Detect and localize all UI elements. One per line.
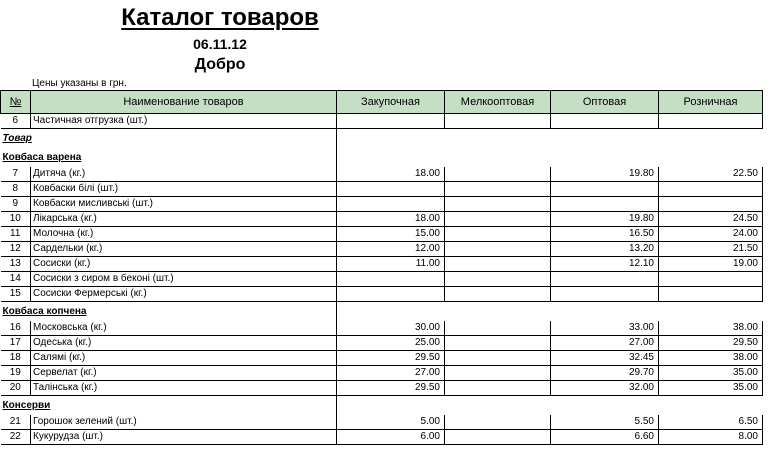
col-header-name: Наименование товаров xyxy=(31,91,337,114)
table-row xyxy=(1,366,763,381)
row-price-wholesale xyxy=(551,272,659,287)
row-price-retail xyxy=(659,182,763,197)
table-row xyxy=(1,415,763,430)
row-name: Частичная отгрузка (шт.) xyxy=(31,114,337,129)
row-price-retail xyxy=(659,287,763,302)
category-heading-row xyxy=(1,148,763,167)
row-price-wholesale xyxy=(551,182,659,197)
row-price-wholesale: 5.50 xyxy=(551,415,659,430)
row-price-purchase xyxy=(337,272,445,287)
row-price-purchase: 18.00 xyxy=(337,212,445,227)
row-price-wholesale: 16.50 xyxy=(551,227,659,242)
row-price-purchase: 12.00 xyxy=(337,242,445,257)
row-price-small-wholesale xyxy=(445,257,551,272)
table-row xyxy=(1,257,763,272)
row-name: Салямі (кг.) xyxy=(31,351,337,366)
row-name: Сардельки (кг.) xyxy=(31,242,337,257)
row-name: Сосиски Фермерські (кг.) xyxy=(31,287,337,302)
row-number: 10 xyxy=(1,212,31,227)
row-price-small-wholesale xyxy=(445,351,551,366)
table-row xyxy=(1,114,763,129)
row-price-small-wholesale xyxy=(445,287,551,302)
row-spacer xyxy=(337,396,763,416)
row-price-purchase: 15.00 xyxy=(337,227,445,242)
row-name: Дитяча (кг.) xyxy=(31,167,337,182)
col-header-retail: Розничная xyxy=(659,91,763,114)
row-price-purchase: 29.50 xyxy=(337,381,445,396)
row-price-retail: 35.00 xyxy=(659,366,763,381)
category-heading: Ковбаса копчена xyxy=(2,306,87,317)
row-price-wholesale: 29.70 xyxy=(551,366,659,381)
row-price-wholesale: 19.80 xyxy=(551,167,659,182)
company-name: Добро xyxy=(194,56,246,73)
row-price-purchase: 29.50 xyxy=(337,351,445,366)
category-heading-row xyxy=(1,302,763,322)
catalog-title: Каталог товаров xyxy=(121,4,319,31)
row-name: Одеська (кг.) xyxy=(31,336,337,351)
row-number: 6 xyxy=(1,114,31,129)
row-price-retail: 6.50 xyxy=(659,415,763,430)
row-name: Кукурудза (шт.) xyxy=(31,430,337,445)
row-number: 20 xyxy=(1,381,31,396)
row-name: Горошок зелений (шт.) xyxy=(31,415,337,430)
row-price-purchase: 25.00 xyxy=(337,336,445,351)
row-name: Ковбаски білі (шт.) xyxy=(31,182,337,197)
row-price-retail: 35.00 xyxy=(659,381,763,396)
row-name: Сервелат (кг.) xyxy=(31,366,337,381)
row-number: 22 xyxy=(1,430,31,445)
row-price-purchase: 18.00 xyxy=(337,167,445,182)
row-number: 14 xyxy=(1,272,31,287)
table-row xyxy=(1,167,763,182)
row-price-retail: 22.50 xyxy=(659,167,763,182)
row-price-small-wholesale xyxy=(445,227,551,242)
row-price-small-wholesale xyxy=(445,430,551,445)
row-number: 15 xyxy=(1,287,31,302)
row-price-wholesale xyxy=(551,114,659,129)
table-header-row xyxy=(1,91,763,114)
row-number: 7 xyxy=(1,167,31,182)
table-row xyxy=(1,351,763,366)
table-row xyxy=(1,197,763,212)
row-price-purchase xyxy=(337,197,445,212)
price-table xyxy=(0,90,763,445)
table-row xyxy=(1,242,763,257)
row-price-purchase: 11.00 xyxy=(337,257,445,272)
row-price-small-wholesale xyxy=(445,415,551,430)
row-name: Сосиски з сиром в беконі (шт.) xyxy=(31,272,337,287)
row-price-small-wholesale xyxy=(445,167,551,182)
row-price-small-wholesale xyxy=(445,321,551,336)
row-price-retail xyxy=(659,114,763,129)
category-heading-row xyxy=(1,396,763,416)
category-heading: Консерви xyxy=(2,400,51,411)
row-price-purchase: 30.00 xyxy=(337,321,445,336)
row-number: 11 xyxy=(1,227,31,242)
row-price-retail: 8.00 xyxy=(659,430,763,445)
row-number: 9 xyxy=(1,197,31,212)
row-price-small-wholesale xyxy=(445,182,551,197)
row-price-purchase xyxy=(337,287,445,302)
row-name: Сосиски (кг.) xyxy=(31,257,337,272)
row-price-purchase: 6.00 xyxy=(337,430,445,445)
section-heading-row xyxy=(1,129,763,149)
row-price-retail: 21.50 xyxy=(659,242,763,257)
row-name: Лікарська (кг.) xyxy=(31,212,337,227)
row-price-retail: 29.50 xyxy=(659,336,763,351)
row-price-wholesale: 6.60 xyxy=(551,430,659,445)
col-header-no: № xyxy=(1,91,31,114)
row-price-small-wholesale xyxy=(445,366,551,381)
row-price-retail xyxy=(659,272,763,287)
row-price-purchase: 5.00 xyxy=(337,415,445,430)
row-price-wholesale: 33.00 xyxy=(551,321,659,336)
row-name: Московська (кг.) xyxy=(31,321,337,336)
row-number: 17 xyxy=(1,336,31,351)
row-number: 21 xyxy=(1,415,31,430)
row-price-wholesale xyxy=(551,287,659,302)
table-row xyxy=(1,381,763,396)
row-spacer xyxy=(337,129,763,149)
row-price-small-wholesale xyxy=(445,242,551,257)
section-heading: Товар xyxy=(2,133,32,144)
row-name: Ковбаски мисливські (шт.) xyxy=(31,197,337,212)
table-row xyxy=(1,321,763,336)
row-price-wholesale: 32.45 xyxy=(551,351,659,366)
row-price-purchase xyxy=(337,182,445,197)
row-price-wholesale: 13.20 xyxy=(551,242,659,257)
row-number: 12 xyxy=(1,242,31,257)
row-price-retail xyxy=(659,197,763,212)
catalog-date: 06.11.12 xyxy=(193,36,247,52)
row-number: 19 xyxy=(1,366,31,381)
row-price-retail: 24.50 xyxy=(659,212,763,227)
row-price-small-wholesale xyxy=(445,272,551,287)
row-price-purchase: 27.00 xyxy=(337,366,445,381)
row-price-wholesale: 19.80 xyxy=(551,212,659,227)
row-price-small-wholesale xyxy=(445,197,551,212)
row-price-small-wholesale xyxy=(445,212,551,227)
row-price-small-wholesale xyxy=(445,381,551,396)
row-price-small-wholesale xyxy=(445,114,551,129)
table-row xyxy=(1,212,763,227)
row-number: 13 xyxy=(1,257,31,272)
table-row xyxy=(1,287,763,302)
row-number: 8 xyxy=(1,182,31,197)
row-number: 16 xyxy=(1,321,31,336)
row-name: Талінська (кг.) xyxy=(31,381,337,396)
row-price-wholesale xyxy=(551,197,659,212)
currency-note: Цены указаны в грн. xyxy=(32,78,127,89)
table-row xyxy=(1,430,763,445)
col-header-wholesale: Оптовая xyxy=(551,91,659,114)
table-row xyxy=(1,227,763,242)
row-number: 18 xyxy=(1,351,31,366)
row-price-retail: 38.00 xyxy=(659,321,763,336)
row-price-wholesale: 12.10 xyxy=(551,257,659,272)
table-row xyxy=(1,182,763,197)
table-row xyxy=(1,272,763,287)
col-header-small-wholesale: Мелкооптовая xyxy=(445,91,551,114)
row-price-retail: 19.00 xyxy=(659,257,763,272)
row-price-wholesale: 32.00 xyxy=(551,381,659,396)
row-name: Молочна (кг.) xyxy=(31,227,337,242)
row-price-purchase xyxy=(337,114,445,129)
row-price-retail: 24.00 xyxy=(659,227,763,242)
col-header-purchase: Закупочная xyxy=(337,91,445,114)
row-spacer xyxy=(337,148,763,167)
row-price-wholesale: 27.00 xyxy=(551,336,659,351)
row-price-retail: 38.00 xyxy=(659,351,763,366)
row-spacer xyxy=(337,302,763,322)
category-heading: Ковбаса варена xyxy=(2,152,82,163)
table-body xyxy=(1,114,763,445)
row-price-small-wholesale xyxy=(445,336,551,351)
table-row xyxy=(1,336,763,351)
